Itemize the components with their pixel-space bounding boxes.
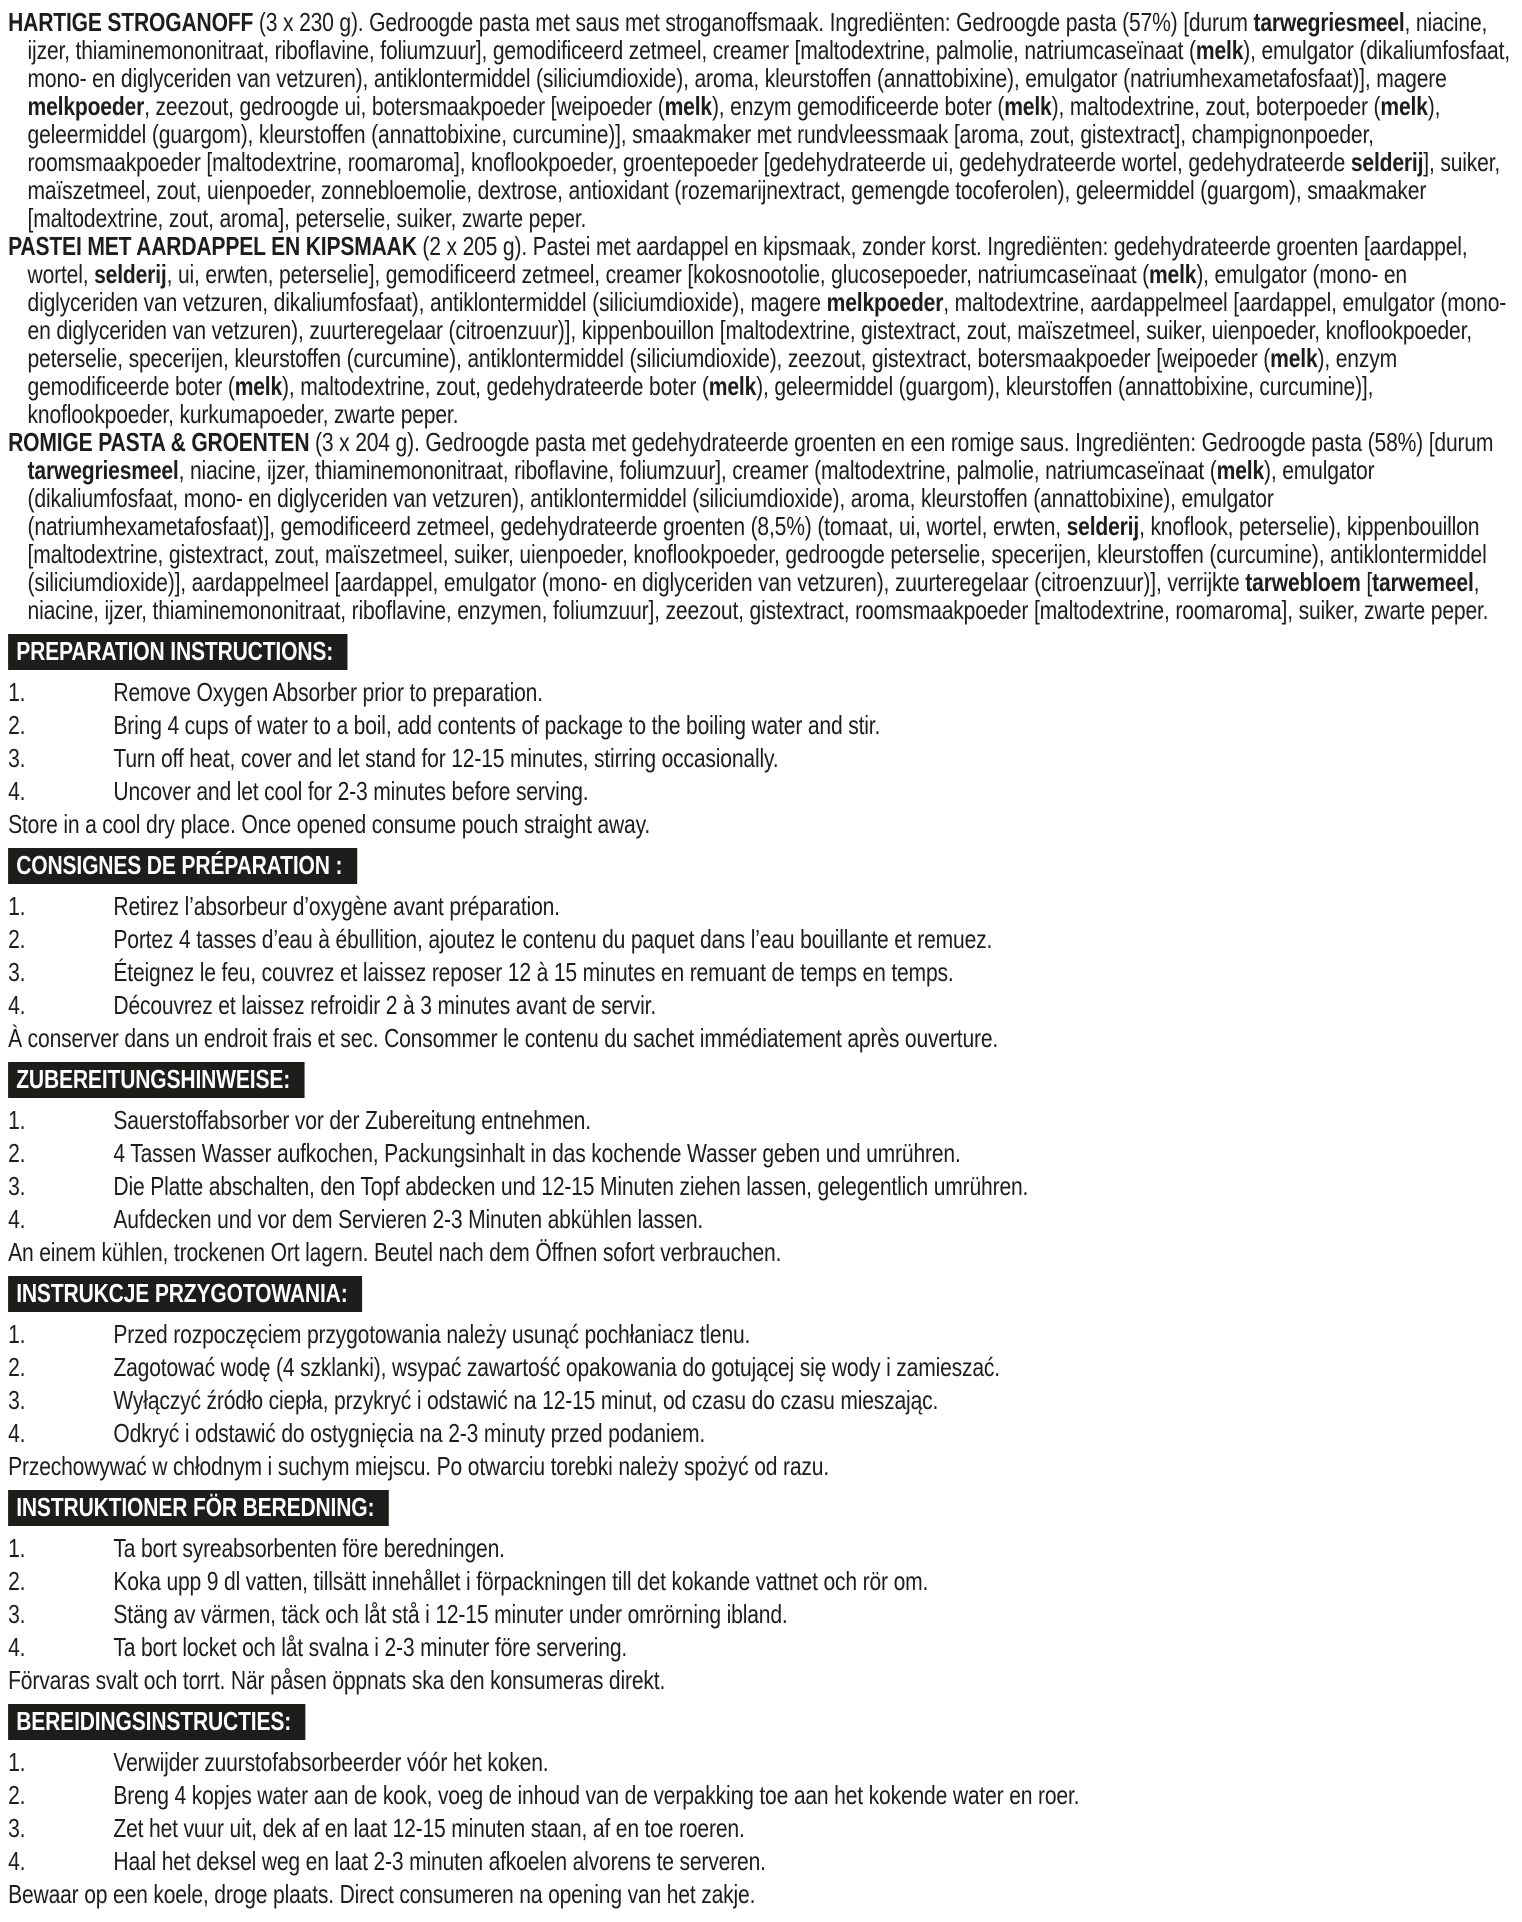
section-header-en: PREPARATION INSTRUCTIONS: [8, 634, 348, 670]
ingredient-text-bold: melkpoeder [27, 91, 145, 121]
section-preparation-pl [8, 1276, 1515, 1480]
ingredient-text-bold: tarwebloem [1245, 567, 1361, 597]
ingredient-text-bold: melk [708, 371, 757, 401]
step-number: 4. [8, 990, 26, 1020]
step-text: Ta bort syreabsorbenten före beredningen. [113, 1533, 505, 1563]
step-item [8, 1320, 1515, 1348]
step-number: 1. [8, 1105, 26, 1135]
step-item [8, 777, 1515, 805]
step-item [8, 1847, 1515, 1875]
section-preparation-en [8, 634, 1515, 838]
section-header-bar [8, 1276, 1515, 1312]
storage-note-sv: Förvaras svalt och torrt. När påsen öppnats ska den konsumeras direkt. [8, 1665, 666, 1695]
step-number: 1. [8, 891, 26, 921]
steps-list-en [8, 678, 1515, 805]
ingredient-text: , zeezout, gedroogde ui, botersmaakpoeder [weipoeder ( [144, 91, 665, 121]
ingredients-paragraph-pastei-met-aardappel-en-kipsmaak [8, 232, 1515, 428]
step-item [8, 678, 1515, 706]
ingredient-text-bold: selderij [1066, 511, 1140, 541]
step-text: Éteignez le feu, couvrez et laissez reposer 12 à 15 minutes en remuant de temps en temps. [113, 957, 954, 987]
step-number: 4. [8, 1204, 26, 1234]
ingredient-text: ), geleermiddel (guargom), kleurstoffen (annattobixine, curcumine)], smaakmaker met rundvleessmaak [aroma, zout, gistextract], champignonpoeder, roomsmaakpoeder [maltodextrine, roomaroma], knoflookpoeder, groentepoeder [gedehydrateerde ui, gedehydrateerde wortel, gedehydrateerde [27, 91, 1441, 177]
ingredient-text: ), maltodextrine, zout, gedehydrateerde boter ( [282, 371, 709, 401]
step-text: Odkryć i odstawić do ostygnięcia na 2-3 minuty przed podaniem. [113, 1418, 706, 1448]
step-text: Wyłączyć źródło ciepła, przykryć i odstawić na 12-15 minut, od czasu do czasu mieszając. [113, 1385, 939, 1415]
ingredient-text-bold: melk [664, 91, 712, 121]
step-number: 3. [8, 1813, 26, 1843]
section-header-fr: CONSIGNES DE PRÉPARATION : [8, 848, 357, 884]
step-item [8, 1172, 1515, 1200]
step-item [8, 1534, 1515, 1562]
steps-list-de [8, 1106, 1515, 1233]
ingredient-text: , niacine, ijzer, thiaminemononitraat, riboflavine, enzymen, foliumzuur], zeezout, gistextract, roomsmaakpoeder [maltodextrine, roomaroma], suiker, zwarte peper. [27, 567, 1489, 625]
step-item [8, 1106, 1515, 1134]
step-number: 3. [8, 1599, 26, 1629]
step-item [8, 1386, 1515, 1414]
ingredient-text: ), enzym gemodificeerde boter ( [27, 343, 1397, 401]
step-number: 1. [8, 1533, 26, 1563]
ingredient-text-bold: melk [1216, 455, 1265, 485]
step-text: Portez 4 tasses d’eau à ébullition, ajoutez le contenu du paquet dans l’eau bouillante et remuez. [113, 924, 993, 954]
step-number: 2. [8, 1566, 26, 1596]
ingredient-text: , niacine, ijzer, thiaminemononitraat, riboflavine, foliumzuur], creamer (maltodextrine, palmolie, natriumcaseïnaat ( [178, 455, 1217, 485]
step-item [8, 1633, 1515, 1661]
ingredient-text-bold: melk [1148, 259, 1197, 289]
step-item [8, 1600, 1515, 1628]
ingredients-paragraph-hartige-stroganoff [8, 8, 1515, 232]
step-number: 3. [8, 1385, 26, 1415]
step-item [8, 925, 1515, 953]
step-text: Haal het deksel weg en laat 2-3 minuten afkoelen alvorens te serveren. [113, 1846, 766, 1876]
step-text: Retirez l’absorbeur d’oxygène avant préparation. [113, 891, 560, 921]
ingredient-text: ), geleermiddel (guargom), kleurstoffen (annattobixine, curcumine)], knoflookpoeder, kurkumapoeder, zwarte peper. [27, 371, 1374, 429]
step-number: 2. [8, 1138, 26, 1168]
ingredient-text: , niacine, ijzer, thiaminemononitraat, riboflavine, foliumzuur], gemodificeerd zetmeel, creamer [maltodextrine, palmolie, natriumcaseïnaat ( [27, 7, 1488, 65]
ingredient-text: , ui, erwten, peterselie], gemodificeerd zetmeel, creamer [kokosnootolie, glucosepoeder, natriumcaseïnaat ( [166, 259, 1149, 289]
steps-list-sv [8, 1534, 1515, 1661]
section-preparation-fr [8, 848, 1515, 1052]
step-number: 4. [8, 1846, 26, 1876]
step-text: Ta bort locket och låt svalna i 2-3 minuter före servering. [113, 1632, 628, 1662]
step-item [8, 1205, 1515, 1233]
step-text: Koka upp 9 dl vatten, tillsätt innehållet i förpackningen till det kokande vattnet och rör om. [113, 1566, 929, 1596]
step-text: Sauerstoffabsorber vor der Zubereitung entnehmen. [113, 1105, 591, 1135]
step-item [8, 744, 1515, 772]
section-header-nl: BEREIDINGSINSTRUCTIES: [8, 1704, 306, 1740]
ingredient-text: , knoflook, peterselie), kippenbouillon [maltodextrine, gistextract, zout, maïszetmeel, suiker, uienpoeder, knoflookpoeder, gedroogde peterselie, specerijen, kleurstoffen (curcumine), antiklontermiddel (siliciumdioxide)], aardappelmeel [aardappel, emulgator (mono- en diglyceriden van vetzuren), zuurteregelaar (citroenzuur)], verrijkte [27, 511, 1487, 597]
ingredient-text: ), enzym gemodificeerde boter ( [711, 91, 1005, 121]
step-text: Bring 4 cups of water to a boil, add contents of package to the boiling water and stir. [113, 710, 881, 740]
step-item [8, 1567, 1515, 1595]
ingredient-text-bold: melk [1380, 91, 1428, 121]
step-text: Breng 4 kopjes water aan de kook, voeg de inhoud van de verpakking toe aan het kokende water en roer. [113, 1780, 1080, 1810]
step-item [8, 1748, 1515, 1776]
step-number: 2. [8, 924, 26, 954]
step-text: Uncover and let cool for 2-3 minutes before serving. [113, 776, 589, 806]
ingredient-text-bold: tarwegriesmeel [27, 455, 179, 485]
ingredient-text-bold: tarwemeel [1372, 567, 1474, 597]
ingredient-text-bold: melk [1004, 91, 1052, 121]
step-item [8, 1814, 1515, 1842]
step-number: 4. [8, 776, 26, 806]
step-text: Remove Oxygen Absorber prior to preparation. [113, 677, 543, 707]
ingredient-text-bold: melk [234, 371, 283, 401]
step-number: 4. [8, 1418, 26, 1448]
section-header-bar [8, 634, 1515, 670]
ingredients-paragraph-romige-pasta-en-groenten [8, 428, 1515, 624]
step-text: Przed rozpoczęciem przygotowania należy usunąć pochłaniacz tlenu. [113, 1319, 751, 1349]
step-text: Stäng av värmen, täck och låt stå i 12-15 minuter under omrörning ibland. [113, 1599, 788, 1629]
section-header-bar [8, 1062, 1515, 1098]
steps-list-pl [8, 1320, 1515, 1447]
ingredient-text-bold: melk [1270, 343, 1318, 373]
step-number: 2. [8, 710, 26, 740]
ingredient-text-bold: PASTEI MET AARDAPPEL EN KIPSMAAK [8, 231, 417, 261]
step-text: Découvrez et laissez refroidir 2 à 3 minutes avant de servir. [113, 990, 657, 1020]
ingredient-text: ), emulgator (dikaliumfosfaat, mono- en diglyceriden van vetzuren), antiklontermiddel (siliciumdioxide), aroma, kleurstoffen (annattobixine), emulgator (natriumhexametafosfaat)], magere [27, 35, 1510, 93]
storage-note-nl: Bewaar op een koele, droge plaats. Direct consumeren na opening van het zakje. [8, 1879, 756, 1909]
step-text: Turn off heat, cover and let stand for 12-15 minutes, stirring occasionally. [113, 743, 779, 773]
step-number: 4. [8, 1632, 26, 1662]
step-item [8, 958, 1515, 986]
step-number: 3. [8, 743, 26, 773]
ingredient-text: ], suiker, maïszetmeel, zout, uienpoeder, zonnebloemolie, dextrose, antioxidant (rozemarijnextract, gemengde tocoferolen), geleermiddel (guargom), smaakmaker [maltodextrine, zout, aroma], peterselie, suiker, zwarte peper. [27, 147, 1501, 233]
step-number: 1. [8, 1747, 26, 1777]
step-text: Zet het vuur uit, dek af en laat 12-15 minuten staan, af en toe roeren. [113, 1813, 745, 1843]
step-item [8, 1139, 1515, 1167]
step-number: 3. [8, 1171, 26, 1201]
section-preparation-nl [8, 1704, 1515, 1908]
step-item [8, 892, 1515, 920]
section-preparation-sv [8, 1490, 1515, 1694]
ingredient-text: (2 x 205 g). Pastei met aardappel en kipsmaak, zonder korst. Ingrediënten: gedehydrateerde groenten [aardappel, wortel, [27, 231, 1468, 289]
step-text: Verwijder zuurstofabsorbeerder vóór het koken. [113, 1747, 549, 1777]
storage-note-fr: À conserver dans un endroit frais et sec. Consommer le contenu du sachet immédiatement après ouverture. [8, 1023, 999, 1053]
step-item [8, 1353, 1515, 1381]
step-number: 1. [8, 1319, 26, 1349]
ingredient-text-bold: selderij [94, 259, 167, 289]
ingredient-text-bold: melk [1195, 35, 1244, 65]
step-number: 2. [8, 1780, 26, 1810]
step-number: 1. [8, 677, 26, 707]
step-text: Die Platte abschalten, den Topf abdecken und 12-15 Minuten ziehen lassen, gelegentlich umrühren. [113, 1171, 1029, 1201]
section-header-bar [8, 1704, 1515, 1740]
step-item [8, 1419, 1515, 1447]
ingredient-text: (3 x 204 g). Gedroogde pasta met gedehydrateerde groenten en een romige saus. Ingrediënten: Gedroogde pasta (58%) [durum [309, 427, 1494, 457]
ingredient-text: (3 x 230 g). Gedroogde pasta met saus met stroganoffsmaak. Ingrediënten: Gedroogde pasta (57%) [durum [253, 7, 1254, 37]
section-preparation-de [8, 1062, 1515, 1266]
ingredient-text: , maltodextrine, aardappelmeel [aardappel, emulgator (mono- en diglyceriden van vetzuren), zuurteregelaar (citroenzuur)], kippenbouillon [maltodextrine, gistextract, zout, maïszetmeel, suiker, uienpoeder, knoflookpoeder, peterselie, specerijen, kleurstoffen (curcumine), antiklontermiddel (siliciumdioxide), zeezout, gistextract, botersmaakpoeder [weipoeder ( [27, 287, 1507, 373]
steps-list-fr [8, 892, 1515, 1019]
step-item [8, 711, 1515, 739]
ingredient-text-bold: tarwegriesmeel [1253, 7, 1405, 37]
section-header-sv: INSTRUKTIONER FÖR BEREDNING: [8, 1490, 389, 1526]
storage-note-pl: Przechowywać w chłodnym i suchym miejscu. Po otwarciu torebki należy spożyć od razu. [8, 1451, 830, 1481]
steps-list-nl [8, 1748, 1515, 1875]
section-header-de: ZUBEREITUNGSHINWEISE: [8, 1062, 305, 1098]
ingredient-text: [ [1360, 567, 1373, 597]
ingredient-text-bold: selderij [1350, 147, 1424, 177]
ingredient-text-bold: melkpoeder [826, 287, 944, 317]
section-header-pl: INSTRUKCJE PRZYGOTOWANIA: [8, 1276, 362, 1312]
section-header-bar [8, 1490, 1515, 1526]
step-item [8, 1781, 1515, 1809]
storage-note-de: An einem kühlen, trockenen Ort lagern. Beutel nach dem Öffnen sofort verbrauchen. [8, 1237, 782, 1267]
step-number: 2. [8, 1352, 26, 1382]
step-text: Aufdecken und vor dem Servieren 2-3 Minuten abkühlen lassen. [113, 1204, 704, 1234]
step-number: 3. [8, 957, 26, 987]
ingredient-text-bold: ROMIGE PASTA & GROENTEN [8, 427, 310, 457]
ingredient-text: ), emulgator (mono- en diglyceriden van vetzuren, dikaliumfosfaat), antiklontermiddel (siliciumdioxide), magere [27, 259, 1407, 317]
ingredient-text: ), maltodextrine, zout, boterpoeder ( [1051, 91, 1381, 121]
step-text: Zagotować wodę (4 szklanki), wsypać zawartość opakowania do gotującej się wody i zamieszać. [113, 1352, 1000, 1382]
storage-note-en: Store in a cool dry place. Once opened consume pouch straight away. [8, 809, 651, 839]
step-text: 4 Tassen Wasser aufkochen, Packungsinhalt in das kochende Wasser geben und umrühren. [113, 1138, 961, 1168]
ingredient-text: ), emulgator (dikaliumfosfaat, mono- en diglyceriden van vetzuren), antiklontermiddel (siliciumdioxide), aroma, kleurstoffen (annattobixine), emulgator (natriumhexametafosfaat)], gemodificeerd zetmeel, gedehydrateerde groenten (8,5%) (tomaat, ui, wortel, erwten, [27, 455, 1375, 541]
section-header-bar [8, 848, 1515, 884]
ingredient-text-bold: HARTIGE STROGANOFF [8, 7, 254, 37]
step-item [8, 991, 1515, 1019]
